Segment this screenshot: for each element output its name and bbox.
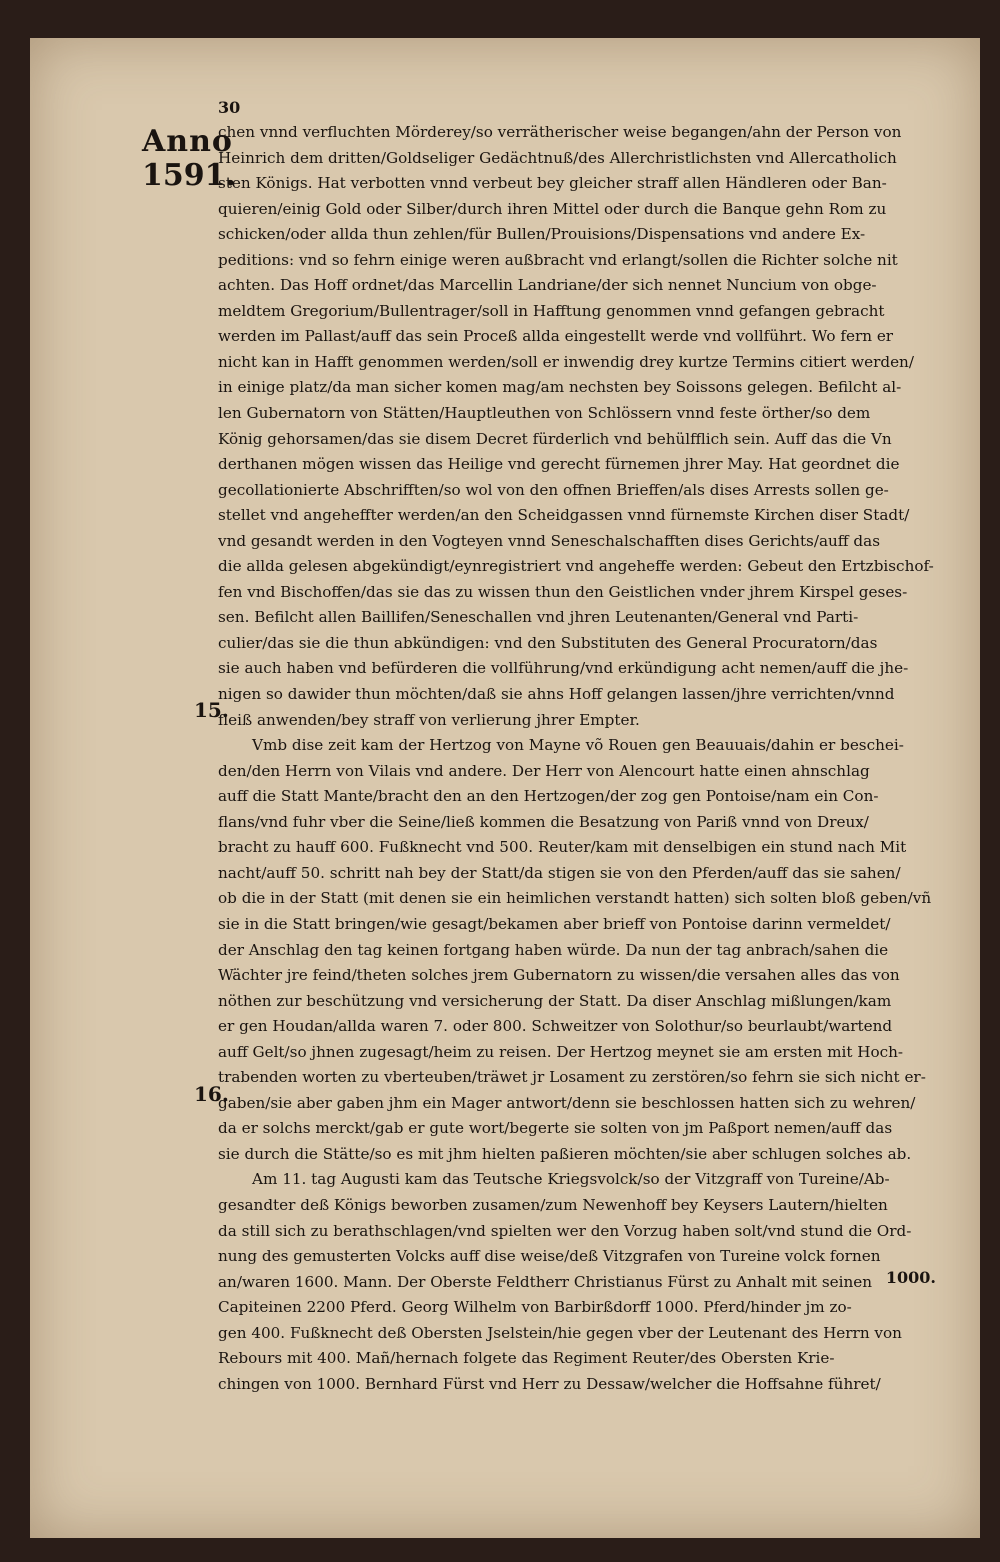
text-line: sen. Befilcht allen Baillifen/Seneschallen vnd jhren Leutenanten/General vnd Parti-: [218, 608, 859, 627]
section-number-15: 15.: [194, 698, 229, 722]
text-line: nöthen zur beschützung vnd versicherung der Statt. Da diser Anschlag mißlungen/kam: [218, 991, 892, 1010]
text-line: chen vnnd verfluchten Mörderey/so verrätherischer weise begangen/ahn der Person von: [218, 123, 902, 141]
text-line: den/den Herrn von Vilais vnd andere. Der Herr von Alencourt hatte einen ahnschlag: [218, 761, 870, 780]
text-line: auff die Statt Mante/bracht den an den Hertzogen/der zog gen Pontoise/nam ein Con-: [218, 787, 879, 806]
text-line: auff Gelt/so jhnen zugesagt/heim zu reisen. Der Hertzog meynet sie am ersten mit Hoch-: [218, 1042, 904, 1061]
paragraph: [218, 733, 938, 1167]
margin-year: 1591.: [142, 158, 236, 193]
text-line: Wächter jre feind/theten solches jrem Gubernatorn zu wissen/die versahen alles das von: [218, 966, 900, 985]
text-line: vnd gesandt werden in den Vogteyen vnnd Seneschalschafften dises Gerichts/auff das: [218, 531, 880, 550]
page-number: 30: [218, 98, 241, 117]
text-line: chingen von 1000. Bernhard Fürst vnd Herr zu Dessaw/welcher die Hoffsahne führet/: [218, 1374, 881, 1393]
text-line: Rebours mit 400. Mañ/hernach folgete das Regiment Reuter/des Obersten Krie-: [218, 1349, 835, 1368]
text-line: culier/das sie die thun abkündigen: vnd den Substituten des General Procuratorn/das: [218, 633, 878, 652]
text-line: sten Königs. Hat verbotten vnnd verbeut bey gleicher straff allen Händleren oder Ban-: [218, 174, 887, 193]
text-line: gecollationierte Abschrifften/so wol von den offnen Brieffen/als dises Arrests sollen ge-: [218, 480, 889, 499]
text-line: in einige platz/da man sicher komen mag/am nechsten bey Soissons gelegen. Befilcht al-: [218, 378, 902, 397]
catchword: 1000.: [885, 1268, 936, 1287]
text-line: sie auch haben vnd befürderen die vollführung/vnd erkündigung acht nemen/auff die jhe-: [218, 659, 909, 678]
text-line: sie durch die Stätte/so es mit jhm hielten paßieren möchten/sie aber schlugen solches ab.: [218, 1144, 912, 1163]
text-line: gen 400. Fußknecht deß Obersten Jselstein/hie gegen vber der Leutenant des Herrn von: [218, 1323, 902, 1342]
text-line: stellet vnd angeheffter werden/an den Scheidgassen vnnd fürnemste Kirchen diser Stadt/: [218, 506, 910, 525]
text-line: König gehorsamen/das sie disem Decret fürderlich vnd behülfflich sein. Auff das die Vn: [218, 429, 892, 448]
text-line: der Anschlag den tag keinen fortgang haben würde. Da nun der tag anbrach/sahen die: [218, 940, 889, 959]
text-line: da still sich zu berathschlagen/vnd spielten wer den Vorzug haben solt/vnd stund die Ord-: [218, 1221, 912, 1240]
text-line: bracht zu hauff 600. Fußknecht vnd 500. Reuter/kam mit denselbigen ein stund nach Mit: [218, 838, 907, 857]
text-line: schicken/oder allda thun zehlen/für Bullen/Prouisions/Dispensations vnd andere Ex-: [218, 225, 866, 244]
text-line: len Gubernatorn von Stätten/Hauptleuthen von Schlössern vnnd feste örther/so dem: [218, 404, 871, 423]
text-line: fen vnd Bischoffen/das sie das zu wissen thun den Geistlichen vnder jhrem Kirspel geses-: [218, 582, 908, 601]
section-number-16: 16.: [194, 1082, 229, 1106]
text-line: ob die in der Statt (mit denen sie ein heimlichen verstandt hatten) sich solten bloß geben/vñ: [218, 889, 932, 908]
text-line: nigen so dawider thun möchten/daß sie ahns Hoff gelangen lassen/jhre verrichten/vnnd: [218, 685, 895, 704]
text-line: Capiteinen 2200 Pferd. Georg Wilhelm von Barbirßdorff 1000. Pferd/hinder jm zo-: [218, 1298, 852, 1317]
text-line: flans/vnd fuhr vber die Seine/ließ kommen die Besatzung von Pariß vnnd von Dreux/: [218, 812, 869, 831]
text-line: quieren/einig Gold oder Silber/durch ihren Mittel oder durch die Banque gehn Rom zu: [218, 199, 887, 218]
text-line: Heinrich dem dritten/Goldseliger Gedächtnuß/des Allerchristlichsten vnd Allercatholich: [218, 148, 897, 167]
text-line: derthanen mögen wissen das Heilige vnd gerecht fürnemen jhrer May. Hat geordnet die: [218, 455, 900, 474]
text-line: Am 11. tag Augusti kam das Teutsche Kriegsvolck/so der Vitzgraff von Tureine/Ab-: [252, 1170, 890, 1189]
text-line: trabenden worten zu vberteuben/träwet jr Losament zu zerstören/so fehrn sie sich nicht er-: [218, 1068, 926, 1087]
text-line: an/waren 1600. Mann. Der Oberste Feldtherr Christianus Fürst zu Anhalt mit seinen: [218, 1272, 873, 1291]
text-line: achten. Das Hoff ordnet/das Marcellin Landriane/der sich nennet Nuncium von obge-: [218, 276, 877, 295]
margin-anno: Anno: [142, 124, 233, 159]
text-line: gaben/sie aber gaben jhm ein Mager antwort/denn sie beschlossen hatten sich zu wehren/: [218, 1093, 916, 1112]
text-line: meldtem Gregorium/Bullentrager/soll in Hafftung genommen vnnd gefangen gebracht: [218, 301, 885, 320]
paragraph: [218, 120, 938, 733]
text-line: sie in die Statt bringen/wie gesagt/bekamen aber brieff von Pontoise darinn vermeldet/: [218, 914, 891, 933]
body-text: [218, 120, 938, 1397]
text-line: die allda gelesen abgekündigt/eynregistriert vnd angeheffe werden: Gebeut den Ertzbischof-: [218, 557, 934, 576]
text-line: gesandter deß Königs beworben zusamen/zum Newenhoff bey Keysers Lautern/hielten: [218, 1195, 888, 1214]
text-line: peditions: vnd so fehrn einige weren außbracht vnd erlangt/sollen die Richter solche nit: [218, 250, 898, 269]
text-line: da er solchs merckt/gab er gute wort/begerte sie solten von jm Paßport nemen/auff das: [218, 1119, 893, 1138]
text-line: nacht/auff 50. schritt nah bey der Statt/da stigen sie von den Pferden/auff das sie sahen/: [218, 863, 901, 882]
paragraph: [218, 1167, 938, 1397]
text-line: nicht kan in Hafft genommen werden/soll er inwendig drey kurtze Termins citiert werden/: [218, 352, 914, 371]
text-line: er gen Houdan/allda waren 7. oder 800. Schweitzer von Solothur/so beurlaubt/wartend: [218, 1017, 893, 1036]
text-line: nung des gemusterten Volcks auff dise weise/deß Vitzgrafen von Tureine volck fornen: [218, 1247, 881, 1266]
text-line: werden im Pallast/auff das sein Proceß allda eingestellt werde vnd vollführt. Wo fern er: [218, 327, 894, 346]
text-line: fleiß anwenden/bey straff von verlierung jhrer Empter.: [218, 710, 640, 729]
text-line: Vmb dise zeit kam der Hertzog von Mayne võ Rouen gen Beauuais/dahin er beschei-: [252, 736, 904, 755]
